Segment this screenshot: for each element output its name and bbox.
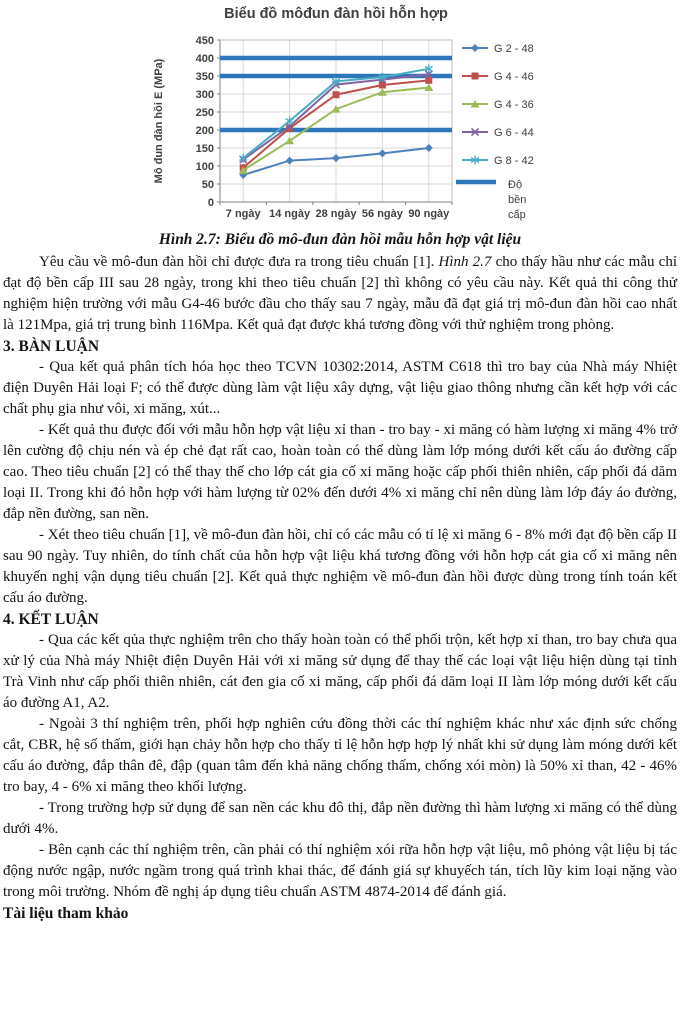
svg-text:200: 200: [195, 125, 214, 137]
svg-text:G 2 - 48: G 2 - 48: [494, 43, 534, 55]
section-heading-conclusion: 4. KẾT LUẬN: [3, 611, 99, 628]
svg-text:7 ngày: 7 ngày: [225, 208, 261, 220]
svg-text:Độbềncấp: Độ bền cấp: [508, 179, 527, 221]
legend-item-3: [462, 127, 534, 139]
modulus-chart-svg: [150, 2, 595, 224]
chart-title: Biểu đồ môđun đàn hồi hỗn hợp: [224, 6, 448, 22]
section-heading-discussion: 3. BÀN LUẬN: [3, 338, 100, 355]
legend-item-reference: [456, 179, 526, 221]
svg-text:300: 300: [195, 89, 214, 101]
svg-text:56 ngày: 56 ngày: [361, 208, 403, 220]
svg-text:14 ngày: 14 ngày: [269, 208, 311, 220]
svg-text:G 8 - 42: G 8 - 42: [494, 155, 534, 167]
svg-text:G 4 - 46: G 4 - 46: [494, 71, 534, 83]
legend-item-2: [462, 99, 534, 111]
legend-item-4: [462, 155, 534, 167]
intro-text-post: cho thấy hầu như các mẫu chỉ đạt độ bền cấp III sau 28 ngày, trong khi theo tiêu chuẩn [2] thì không có yêu cầu này. Kết quả thi công thử nghiệm hiện trường với mẫu G4-46 bước đầu cho thấy sau 7 ngày, mẫu đã đạt giá trị mô-đun đàn hồi cao nhất là 121Mpa, giá trị trung bình 116Mpa. Kết quả đạt được khá tương đồng với thử nghiệm trong phòng.: [3, 254, 677, 333]
svg-text:G 4 - 36: G 4 - 36: [494, 99, 534, 111]
elastic-modulus-chart: [150, 2, 595, 229]
svg-text:50: 50: [201, 179, 214, 191]
svg-text:0: 0: [207, 197, 214, 209]
intro-paragraph: [3, 252, 677, 336]
legend-item-0: [462, 43, 534, 55]
svg-text:250: 250: [195, 107, 214, 119]
svg-text:100: 100: [195, 161, 214, 173]
svg-text:28 ngày: 28 ngày: [315, 208, 357, 220]
chart-gridlines: [220, 40, 452, 202]
chart-legend: [456, 43, 534, 221]
intro-figure-reference: Hình 2.7: [438, 254, 492, 270]
discussion-paragraph-3: - Xét theo tiêu chuẩn [1], về mô-đun đàn hồi, chỉ có các mẫu có tỉ lệ xi măng 6 - 8% mới đạt độ bền cấp II sau 90 ngày. Tuy nhiên, do tính chất của hỗn hợp vật liệu khá tương đồng với hỗn hợp cát gia cố xi măng nên khuyến nghị vận dụng tiêu chuẩn [2]. Kết quả thực nghiệm về mô-đun đàn hồi được dùng trong tính toán kết cấu áo đường.: [3, 527, 677, 606]
figure-caption: Hình 2.7: Biểu đồ mô-đun đàn hồi mẫu hỗn hợp vật liệu: [158, 231, 522, 248]
svg-text:450: 450: [195, 35, 214, 47]
discussion-paragraph-1: - Qua kết quả phân tích hóa học theo TCVN 10302:2014, ASTM C618 thì tro bay của Nhà máy Nhiệt điện Duyên Hải loại F; có thể được dùng làm vật liệu xây dựng, vật liệu giao thông nhưng cần kết hợp với các chất phụ gia như vôi, xi măng, xút...: [3, 359, 677, 417]
svg-text:G 6 - 44: G 6 - 44: [494, 127, 534, 139]
legend-item-1: [462, 71, 534, 83]
discussion-paragraph-2: - Kết quả thu được đối với mẫu hỗn hợp vật liệu xỉ than - tro bay - xi măng có hàm lượng xi măng 4% trở lên cường độ chịu nén và ép chẻ đạt rất cao, hoàn toàn có thể dùng làm lớp móng dưới kết cấu áo đường cấp cao. Theo tiêu chuẩn [2] có thể thay thế cho lớp cát gia cố xi măng hoặc cấp phối thiên nhiên, cấp phối đá dăm loại II. Trong khi đó hỗn hợp với hàm lượng từ 02% đến dưới 4% xi măng chỉ nên dùng làm lớp đáy áo đường, đắp nền đường, san nền.: [3, 422, 677, 522]
conclusion-paragraph-1: - Qua các kết qủa thực nghiệm trên cho thấy hoàn toàn có thể phối trộn, kết hợp xỉ than, tro bay chưa qua xử lý của Nhà máy Nhiệt điện Duyên Hải với xi măng sử dụng để thay thế các loại vật liệu hiện dùng tại tỉnh Trà Vinh như cấp phối thiên nhiên, cát đen gia cố xi măng, cấp phối đá dăm loại II làm lớp móng dưới kết cấu áo đường A1, A2.: [3, 632, 677, 711]
y-axis-label: Mô đun đàn hồi E (MPa): [153, 58, 165, 184]
svg-text:400: 400: [195, 53, 214, 65]
conclusion-paragraph-2: - Ngoài 3 thí nghiệm trên, phối hợp nghiên cứu đồng thời các thí nghiệm khác như xác định sức chống cắt, CBR, hệ số thấm, giới hạn chảy hỗn hợp cho thấy tỉ lệ hỗn hợp hợp lý nhất khi sử dụng làm móng dưới kết cấu áo đường, đắp thân đê, đập (quan tâm đến khả năng chống thấm, chống xói mòn) là 50% xỉ than, 42 - 46% tro bay, 4 - 6% xi măng theo khối lượng.: [3, 716, 677, 795]
intro-text-pre: Yêu cầu về mô-đun đàn hồi chỉ được đưa ra trong tiêu chuẩn [1].: [39, 254, 439, 270]
chart-block: [0, 0, 680, 228]
conclusion-paragraph-4: - Bên cạnh các thí nghiệm trên, cần phải có thí nghiệm xói rữa hỗn hợp vật liệu, mô phỏng vật liệu bị tác động nước ngập, nước ngầm trong quá trình khai thác, để đánh giá sự khuyếch tán, tích lũy kim loại nặng vào trong môi trường. Nhóm đề nghị áp dụng tiêu chuẩn ASTM 4874-2014 để đánh giá.: [3, 842, 677, 900]
svg-text:90 ngày: 90 ngày: [408, 208, 450, 220]
references-heading: Tài liệu tham khảo: [3, 905, 129, 922]
conclusion-paragraph-3: - Trong trường hợp sử dụng để san nền các khu đô thị, đắp nền đường thì hàm lượng xi măng có thể dùng dưới 4%.: [3, 800, 677, 837]
svg-text:150: 150: [195, 143, 214, 155]
svg-text:350: 350: [195, 71, 214, 83]
chart-axes: [196, 35, 452, 220]
